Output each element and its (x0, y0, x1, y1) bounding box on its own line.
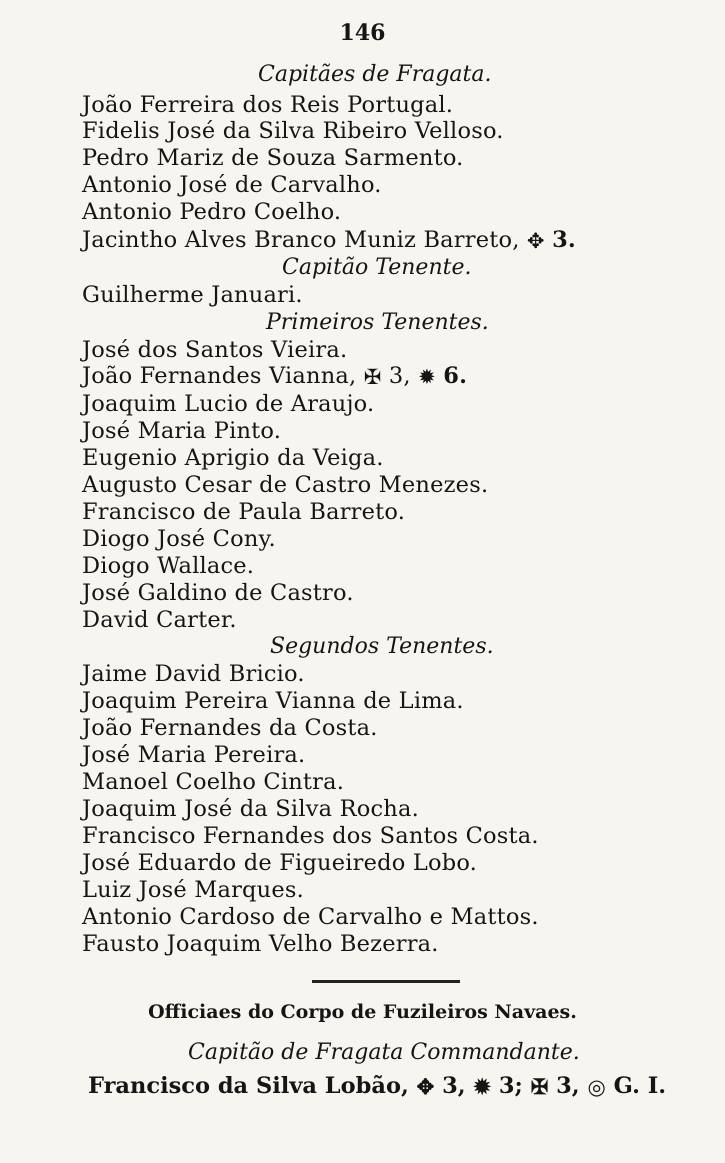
list-item-decorated (82, 227, 576, 254)
divider (312, 980, 460, 983)
section-heading-segundos-tenentes: Segundos Tenentes. (270, 634, 494, 659)
entry-name: Francisco da Silva Lobão, (88, 1073, 409, 1099)
section-heading-commandante: Capitão de Fragata Commandante. (188, 1040, 580, 1065)
list-item: Jaime David Bricio. (82, 661, 305, 687)
list-item: Antonio Cardoso de Carvalho e Mattos. (82, 904, 539, 930)
decoration-value: 3, (388, 363, 411, 389)
list-item: José Maria Pinto. (82, 418, 282, 444)
maltese-cross-icon: ✠ (530, 1074, 549, 1099)
list-item: Joaquim José da Silva Rocha. (82, 796, 419, 822)
decoration-value: 3. (552, 227, 576, 253)
list-item: José dos Santos Vieira. (82, 337, 348, 363)
list-item: José Maria Pereira. (82, 742, 306, 768)
decoration-value: 3; (498, 1073, 523, 1099)
order-cross-icon: ✥ (526, 229, 545, 253)
section-heading-primeiros-tenentes: Primeiros Tenentes. (266, 310, 489, 335)
list-item: Joaquim Lucio de Araujo. (82, 391, 375, 417)
decoration-value: 3, (442, 1073, 466, 1099)
maltese-cross-icon: ✠ (363, 365, 382, 389)
order-cross-icon: ✥ (416, 1074, 435, 1099)
list-item: Antonio Pedro Coelho. (82, 199, 342, 225)
entry-name: João Fernandes Vianna, (82, 363, 357, 389)
list-item: José Galdino de Castro. (82, 580, 354, 606)
decoration-value: 6. (443, 363, 468, 389)
entry-name: Jacintho Alves Branco Muniz Barreto, (82, 227, 520, 253)
section-heading-capitaes-de-fragata: Capitães de Fragata. (258, 62, 492, 87)
medal-icon: ✹ (418, 365, 436, 389)
list-item: Fidelis José da Silva Ribeiro Velloso. (82, 118, 504, 144)
list-item: João Fernandes da Costa. (82, 715, 378, 741)
page-number: 146 (339, 20, 386, 46)
list-item-decorated (88, 1073, 666, 1100)
list-item: Francisco de Paula Barreto. (82, 499, 406, 525)
list-item: Diogo José Cony. (82, 526, 276, 552)
list-item: José Eduardo de Figueiredo Lobo. (82, 850, 478, 876)
fuzileiros-title: Officiaes do Corpo de Fuzileiros Navaes. (148, 1001, 577, 1023)
list-item: Fausto Joaquim Velho Bezerra. (82, 931, 439, 957)
list-item: Antonio José de Carvalho. (82, 172, 382, 198)
list-item-decorated (82, 363, 467, 390)
list-item: Manoel Coelho Cintra. (82, 769, 345, 795)
list-item: Guilherme Januari. (82, 282, 303, 308)
circle-order-icon: ◎ (587, 1074, 606, 1099)
list-item: Eugenio Aprigio da Veiga. (82, 445, 384, 471)
medal-icon: ✹ (473, 1074, 492, 1099)
list-item: Joaquim Pereira Vianna de Lima. (82, 688, 464, 714)
decoration-value: 3, (556, 1073, 580, 1099)
list-item: David Carter. (82, 607, 237, 633)
list-item: Pedro Mariz de Souza Sarmento. (82, 145, 464, 171)
section-heading-capitao-tenente: Capitão Tenente. (282, 255, 472, 280)
list-item: Augusto Cesar de Castro Menezes. (82, 472, 489, 498)
decoration-value: G. I. (613, 1073, 667, 1099)
list-item: Luiz José Marques. (82, 877, 304, 903)
list-item: Francisco Fernandes dos Santos Costa. (82, 823, 539, 849)
list-item: João Ferreira dos Reis Portugal. (82, 92, 454, 118)
list-item: Diogo Wallace. (82, 553, 255, 579)
